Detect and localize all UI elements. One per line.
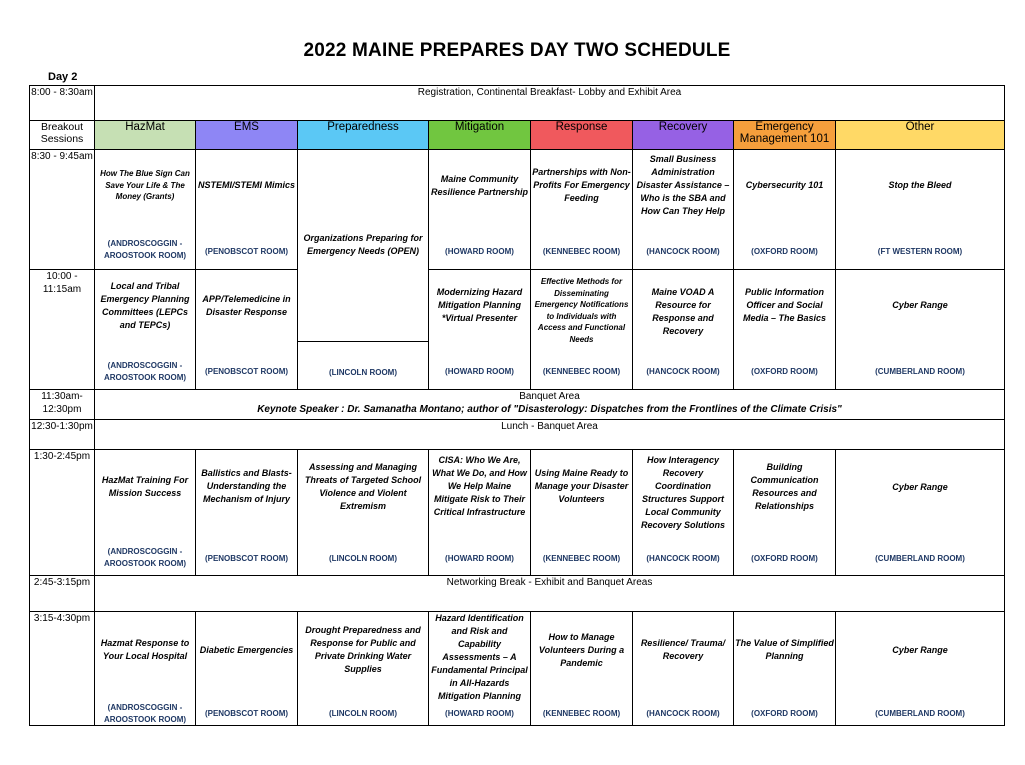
session-room: (ANDROSCOGGIN - AROOSTOOK ROOM): [103, 239, 187, 260]
track-header-row: [30, 121, 1005, 150]
session-cell: [196, 612, 298, 726]
session-cell: [95, 270, 196, 390]
time-cell: 12:30-1:30pm: [30, 420, 95, 450]
session-cell: [429, 150, 531, 270]
session-cell: [531, 450, 633, 576]
session-cell: [531, 612, 633, 726]
time-cell: 8:30 - 9:45am: [30, 150, 95, 270]
session-row-3: [30, 450, 1005, 576]
session-title: Hazmat Response to Your Local Hospital: [100, 638, 190, 661]
banquet-row: [30, 390, 1005, 420]
session-cell: [836, 270, 1005, 390]
session-room: (HOWARD ROOM): [445, 554, 514, 563]
session-cell: [531, 270, 633, 390]
session-cell: [734, 270, 836, 390]
session-title: Assessing and Managing Threats of Targeted School Violence and Violent Extremism: [304, 462, 422, 511]
page-title: 2022 MAINE PREPARES DAY TWO SCHEDULE: [303, 40, 731, 61]
session-room: (LINCOLN ROOM): [329, 368, 397, 377]
session-title: Cybersecurity 101: [745, 180, 824, 190]
session-title: Cyber Range: [892, 300, 948, 310]
session-room: (OXFORD ROOM): [751, 709, 818, 718]
session-title: Maine VOAD A Resource for Response and Recovery: [651, 287, 715, 336]
lunch-text: Lunch - Banquet Area: [95, 420, 1005, 450]
session-cell: [836, 612, 1005, 726]
session-room: (PENOBSCOT ROOM): [204, 247, 289, 256]
session-title: CISA: Who We Are, What We Do, and How We Help Maine Mitigate Risk to Their Critical Infrastructure: [432, 455, 527, 517]
session-row-2: [30, 270, 1005, 390]
session-room: (PENOBSCOT ROOM): [204, 367, 289, 376]
breakout-sessions-label: Breakout Sessions: [30, 121, 95, 150]
session-room: (LINCOLN ROOM): [329, 709, 397, 718]
session-title: Effective Methods for Disseminating Emergency Notifications to Individuals with Access and Functional Needs: [534, 277, 629, 344]
session-title: Ballistics and Blasts- Understanding the Mechanism of Injury: [201, 468, 292, 504]
time-cell: 3:15-4:30pm: [30, 612, 95, 726]
session-room: (PENOBSCOT ROOM): [204, 554, 289, 563]
session-room: (KENNEBEC ROOM): [542, 367, 621, 376]
session-cell: [531, 150, 633, 270]
session-room: (HANCOCK ROOM): [646, 247, 720, 256]
time-cell: 10:00 - 11:15am: [30, 270, 95, 390]
track-preparedness: Preparedness: [298, 121, 429, 150]
day-label: Day 2: [48, 71, 78, 83]
session-title: HazMat Training For Mission Success: [101, 475, 189, 498]
session-title: Local and Tribal Emergency Planning Committees (LEPCs and TEPCs): [100, 281, 190, 330]
session-title: How The Blue Sign Can Save Your Life & The Money (Grants): [100, 169, 190, 201]
networking-row: [30, 576, 1005, 612]
track-recovery: Recovery: [633, 121, 734, 150]
session-title: Diabetic Emergencies: [199, 645, 294, 655]
track-ems: EMS: [196, 121, 298, 150]
session-title: Drought Preparedness and Response for Public and Private Drinking Water Supplies: [305, 625, 421, 674]
registration-row: [30, 86, 1005, 121]
session-cell: [429, 270, 531, 390]
session-room: (HOWARD ROOM): [445, 367, 514, 376]
session-row-4: [30, 612, 1005, 726]
session-cell: [429, 612, 531, 726]
track-hazmat: HazMat: [95, 121, 196, 150]
session-title: APP/Telemedicine in Disaster Response: [202, 294, 291, 317]
session-cell: [734, 450, 836, 576]
session-room: (KENNEBEC ROOM): [542, 709, 621, 718]
session-title: NSTEMI/STEMI Mimics: [197, 180, 295, 190]
time-cell: 1:30-2:45pm: [30, 450, 95, 576]
session-title: How Interagency Recovery Coordination Structures Support Local Community Recovery Solutions: [640, 455, 726, 530]
banquet-cell: [95, 390, 1005, 420]
session-title: The Value of Simplified Planning: [735, 638, 834, 661]
session-cell: [196, 150, 298, 270]
registration-text: Registration, Continental Breakfast- Lobby and Exhibit Area: [95, 86, 1005, 121]
session-cell-open: [298, 150, 429, 390]
session-room: (ANDROSCOGGIN - AROOSTOOK ROOM): [103, 361, 187, 382]
session-cell: [95, 612, 196, 726]
session-title: Building Communication Resources and Relationships: [750, 462, 819, 511]
session-row-1: [30, 150, 1005, 270]
cell-divider: [298, 341, 428, 342]
session-room: (LINCOLN ROOM): [329, 554, 397, 563]
session-title: Small Business Administration Disaster Assistance – Who is the SBA and How Can They Help: [636, 154, 730, 216]
time-cell: 11:30am-12:30pm: [30, 390, 95, 420]
session-title: Organizations Preparing for Emergency Needs (OPEN): [303, 233, 423, 256]
session-title: Public Information Officer and Social Media – The Basics: [742, 287, 827, 323]
track-emergency-management-101: Emergency Management 101: [734, 121, 836, 150]
session-title: Resilience/ Trauma/ Recovery: [640, 638, 726, 661]
session-room: (HANCOCK ROOM): [646, 367, 720, 376]
session-cell: [633, 612, 734, 726]
session-cell: [836, 450, 1005, 576]
schedule-table: [29, 85, 1005, 726]
session-cell: [95, 150, 196, 270]
session-cell: [298, 450, 429, 576]
session-room: (HANCOCK ROOM): [646, 554, 720, 563]
track-other: Other: [836, 121, 1005, 150]
session-room: (ANDROSCOGGIN - AROOSTOOK ROOM): [103, 547, 187, 568]
session-title: Partnerships with Non-Profits For Emergency Feeding: [532, 167, 631, 203]
session-cell: [633, 270, 734, 390]
track-mitigation: Mitigation: [429, 121, 531, 150]
session-cell: [633, 150, 734, 270]
session-title: Using Maine Ready to Manage your Disaster Volunteers: [534, 468, 629, 504]
session-cell: [836, 150, 1005, 270]
session-room: (OXFORD ROOM): [751, 554, 818, 563]
session-cell: [196, 270, 298, 390]
session-cell: [95, 450, 196, 576]
session-room: (CUMBERLAND ROOM): [875, 367, 965, 376]
session-title: Modernizing Hazard Mitigation Planning *Virtual Presenter: [436, 287, 523, 323]
time-cell: 8:00 - 8:30am: [30, 86, 95, 121]
time-cell: 2:45-3:15pm: [30, 576, 95, 612]
networking-text: Networking Break - Exhibit and Banquet Areas: [95, 576, 1005, 612]
session-cell: [734, 150, 836, 270]
track-response: Response: [531, 121, 633, 150]
session-title: Cyber Range: [892, 482, 948, 492]
session-cell: [298, 612, 429, 726]
session-title: Cyber Range: [892, 645, 948, 655]
session-room: (PENOBSCOT ROOM): [204, 709, 289, 718]
banquet-area-label: Banquet Area: [519, 391, 580, 402]
session-title: How to Manage Volunteers During a Pandemic: [538, 632, 625, 668]
session-room: (KENNEBEC ROOM): [542, 554, 621, 563]
session-cell: [196, 450, 298, 576]
session-cell: [633, 450, 734, 576]
session-room: (HANCOCK ROOM): [646, 709, 720, 718]
session-room: (HOWARD ROOM): [445, 709, 514, 718]
session-cell: [734, 612, 836, 726]
session-room: (OXFORD ROOM): [751, 367, 818, 376]
session-title: Hazard Identification and Risk and Capability Assessments – A Fundamental Principal in All-Hazards Mitigation Planning: [431, 613, 528, 701]
session-cell: [429, 450, 531, 576]
session-room: (KENNEBEC ROOM): [542, 247, 621, 256]
keynote-speaker: Keynote Speaker : Dr. Samanatha Montano; author of "Disasterology: Dispatches from the Frontlines of the Climate Crisis": [257, 404, 842, 415]
session-room: (HOWARD ROOM): [445, 247, 514, 256]
session-title: Stop the Bleed: [888, 180, 952, 190]
lunch-row: [30, 420, 1005, 450]
session-room: (ANDROSCOGGIN - AROOSTOOK ROOM): [103, 703, 187, 724]
session-room: (OXFORD ROOM): [751, 247, 818, 256]
session-title: Maine Community Resilience Partnership: [430, 174, 529, 197]
session-room: (CUMBERLAND ROOM): [875, 554, 965, 563]
session-room: (FT WESTERN ROOM): [877, 247, 963, 256]
session-room: (CUMBERLAND ROOM): [875, 709, 965, 718]
